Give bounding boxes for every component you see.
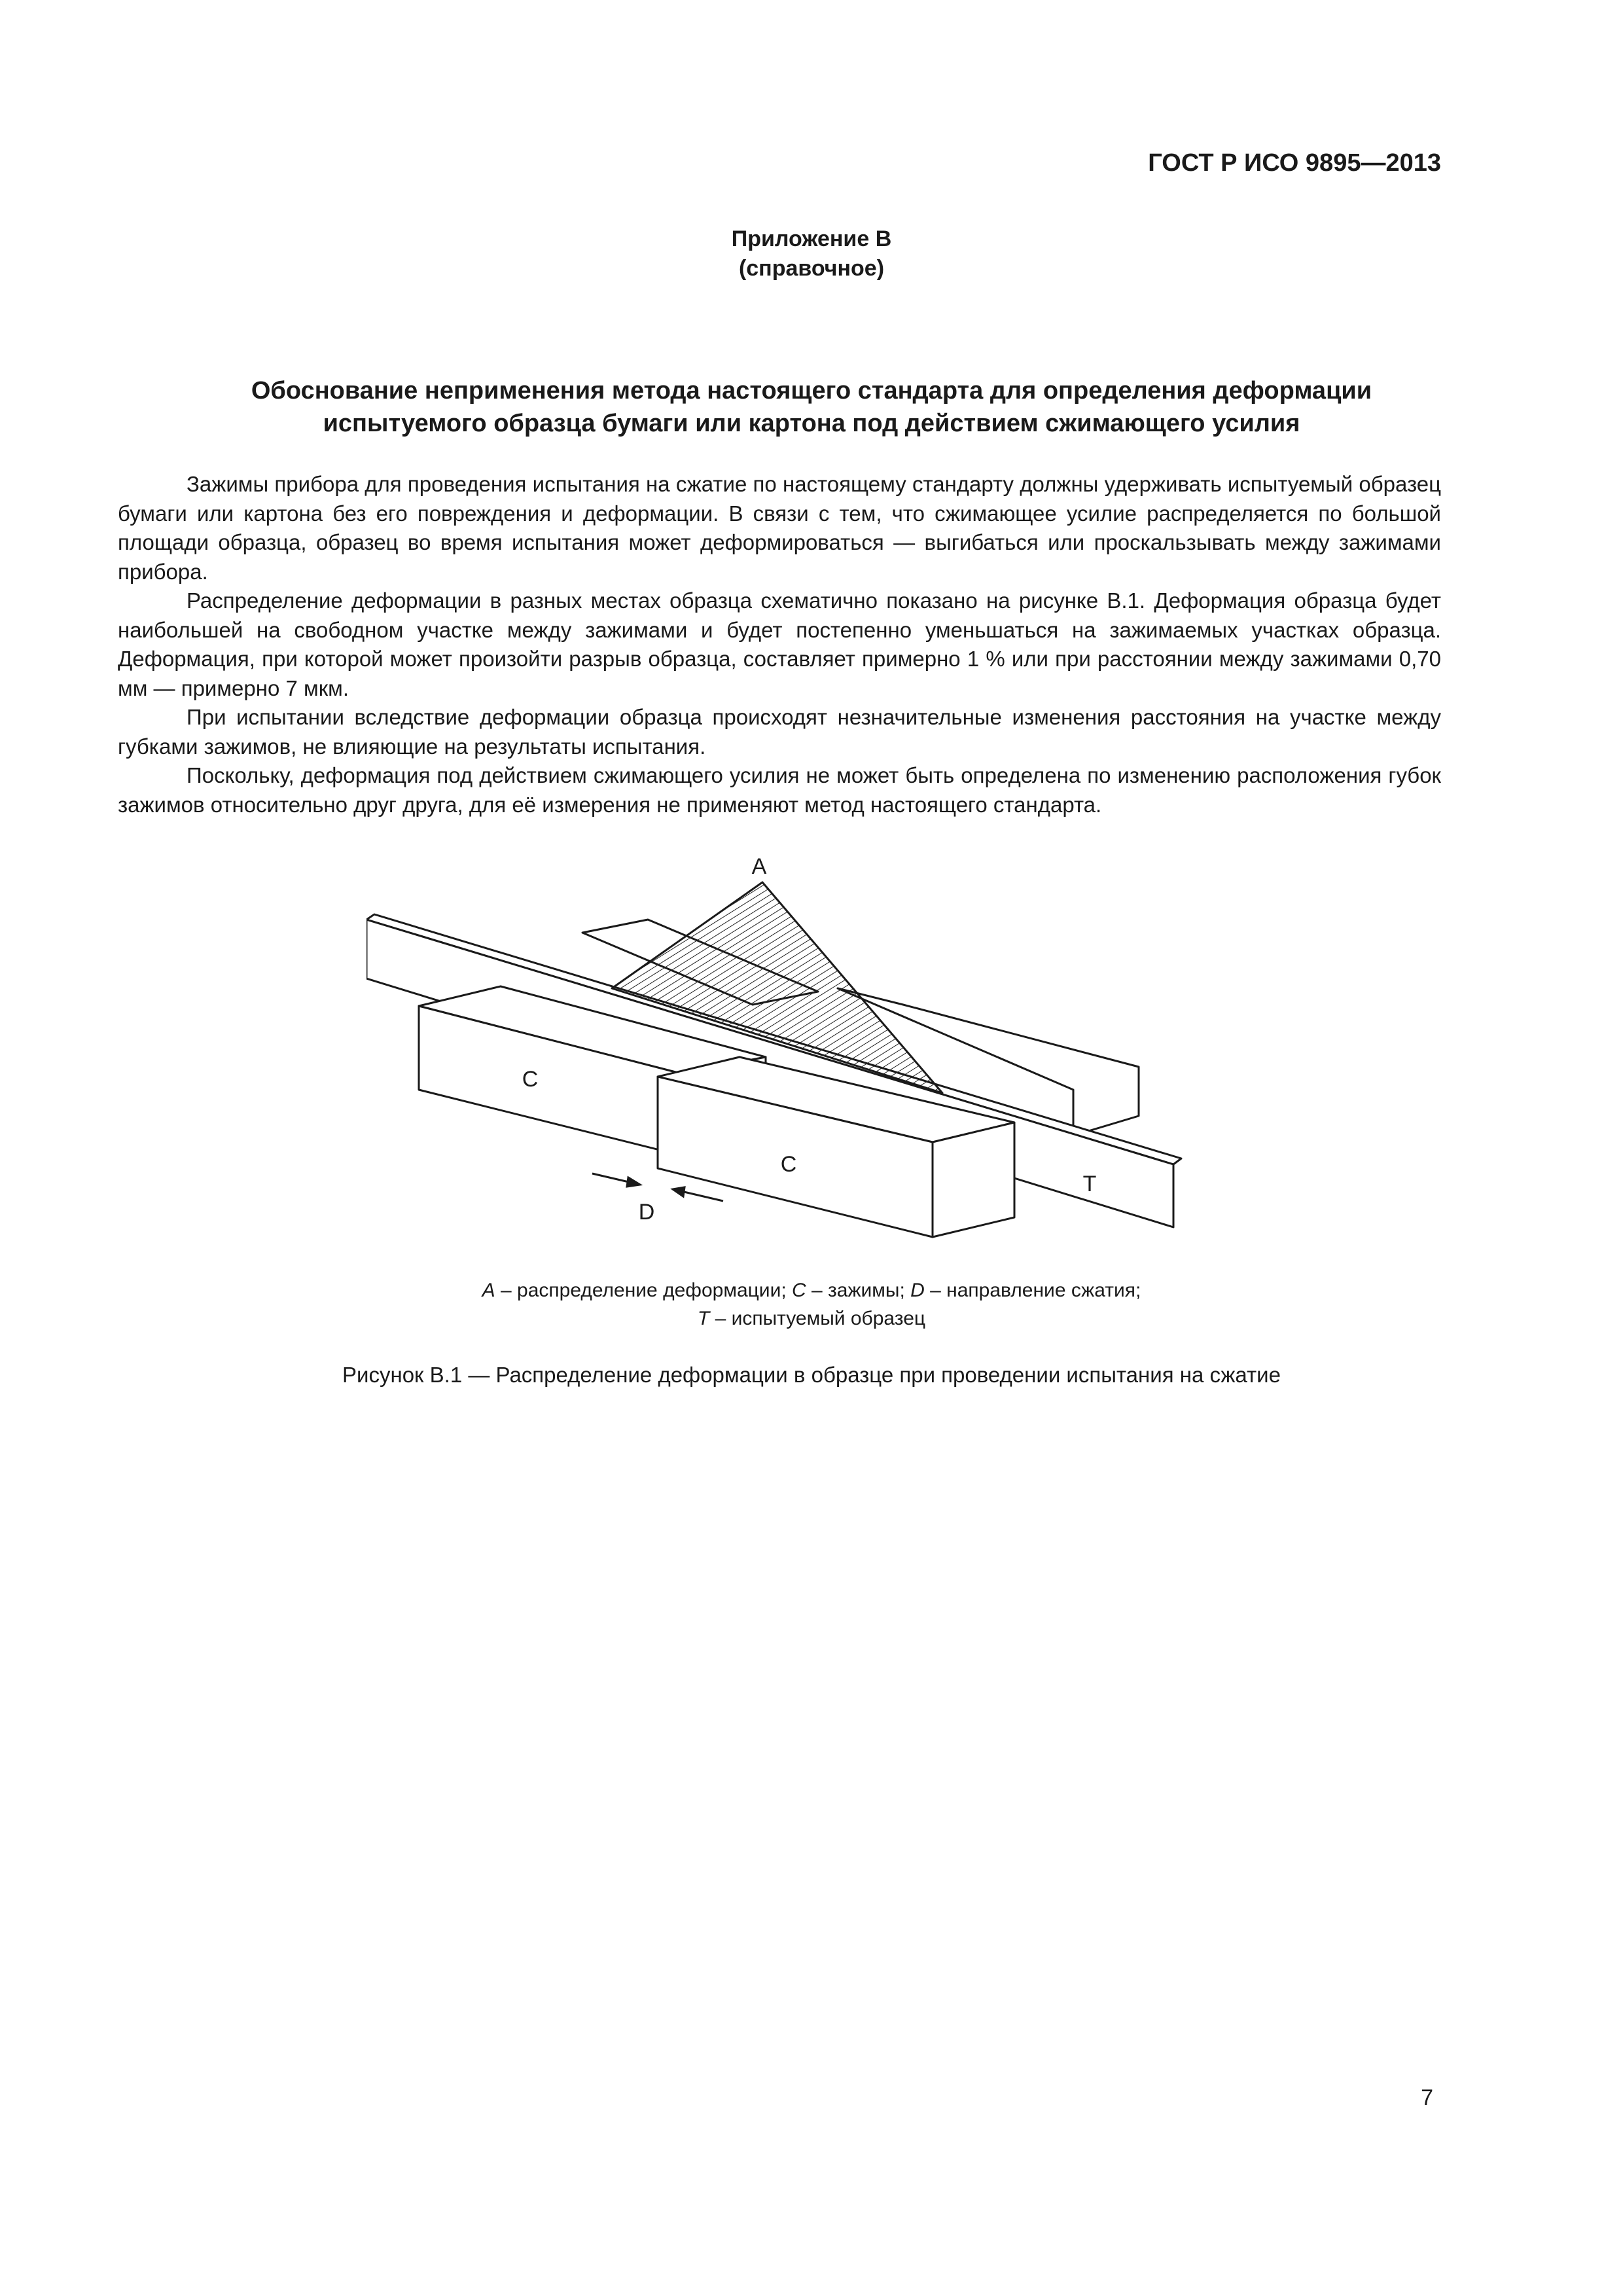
label-t: T: [1082, 1172, 1097, 1196]
section-title-line-1: Обоснование неприменения метода настоящего стандарта для определения деформации: [251, 377, 1372, 404]
legend-text-a: – распределение деформации;: [495, 1280, 792, 1301]
paragraph-3: При испытании вследствие деформации образца происходят незначительные изменения расстояния на участке между губками зажимов, не влияющие на результаты испытания.: [118, 705, 1441, 759]
clamp-right-side: [933, 1122, 1014, 1237]
paragraph-1: Зажимы прибора для проведения испытания на сжатие по настоящему стандарту должны удерживать испытуемый образец бумаги или картона без его повреждения и деформации. В связи с тем, что сжимающее усилие распределяется по большой площади образца, образец во время испытания может деформироваться — выгибаться или проскальзывать между зажимами прибора.: [118, 472, 1441, 584]
legend-symbol-t: T: [697, 1308, 710, 1329]
label-c-right: C: [780, 1152, 797, 1177]
legend-symbol-c: C: [792, 1280, 806, 1301]
legend-line-1: [0, 1276, 1623, 1304]
appendix-title: Приложение В: [731, 226, 892, 251]
paragraph-2: Распределение деформации в разных местах образца схематично показано на рисунке В.1. Деформация образца будет наибольшей на свободном участке между зажимами и будет постепенно уменьшаться на зажимаемых участках образца. Деформация, при которой может произойти разрыв образца, составляет примерно 1 % или при расстоянии между зажимами 0,70 мм — примерно 7 мкм.: [118, 588, 1441, 700]
appendix-type: (справочное): [738, 256, 885, 281]
standard-code: ГОСТ Р ИСО 9895—2013: [1148, 149, 1441, 177]
section-title: [118, 374, 1505, 440]
legend-symbol-a: A: [482, 1280, 495, 1301]
paragraph-4: Поскольку, деформация под действием сжимающего усилия не может быть определена по изменению расположения губок зажимов относительно друг друга, для её измерения не применяют метод настоящего стандарта.: [118, 763, 1441, 817]
legend-text-c: – зажимы;: [806, 1280, 911, 1301]
deformation-figure: [366, 841, 1191, 1266]
figure-caption: Рисунок В.1 — Распределение деформации в образце при проведении испытания на сжатие: [342, 1363, 1281, 1387]
label-d: D: [638, 1200, 655, 1225]
section-title-line-2: испытуемого образца бумаги или картона под действием сжимающего усилия: [323, 410, 1300, 437]
appendix-heading: [0, 224, 1623, 283]
legend-text-t: – испытуемый образец: [709, 1308, 926, 1329]
label-a: A: [751, 854, 767, 879]
body-text: [118, 470, 1441, 819]
legend-symbol-d: D: [910, 1280, 925, 1301]
legend-line-2: [0, 1304, 1623, 1333]
label-c-left: C: [522, 1067, 539, 1092]
legend-text-d: – направление сжатия;: [924, 1280, 1141, 1301]
figure-legend: [0, 1276, 1623, 1333]
page-number: 7: [1421, 2085, 1433, 2110]
